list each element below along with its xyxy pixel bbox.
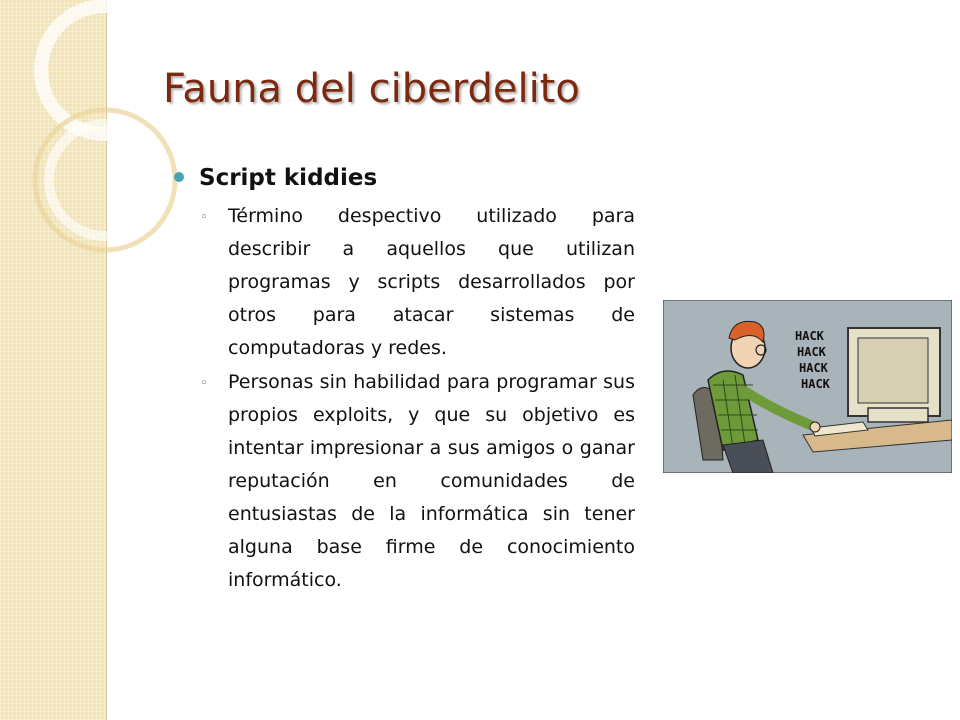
hack-text: HACK (799, 361, 828, 375)
hack-text: HACK (801, 377, 830, 391)
subpoint-2: Personas sin habilidad para programar sus propios exploits, y que su objetivo es intentar impresionar a sus amigos o ganar reputación en comunidades de entusiastas de la informática sin tener alguna base firme de conocimiento informático. (228, 371, 635, 591)
slide-title: Fauna del ciberdelito (163, 66, 580, 112)
decorative-circles (0, 0, 200, 260)
hacker-cartoon-image (663, 300, 952, 473)
sub-bullet-icon: ◦ (200, 210, 208, 225)
bullet-heading-text: Script kiddies (199, 165, 378, 191)
hack-text: HACK (795, 329, 824, 343)
bullet-heading (174, 165, 377, 191)
hack-text: HACK (797, 345, 826, 359)
sub-bullet-icon: ◦ (200, 376, 208, 391)
subpoint-1: Término despectivo utilizado para describir a aquellos que utilizan programas y scripts desarrollados por otros para atacar sistemas de computadoras y redes. (228, 205, 635, 359)
bullet-dot-icon (174, 172, 184, 182)
